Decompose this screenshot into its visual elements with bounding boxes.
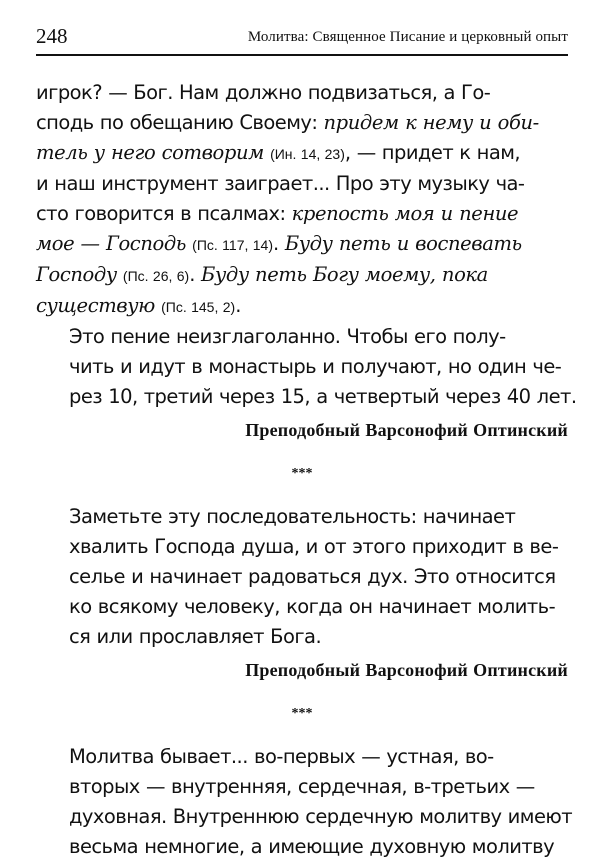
scripture-quote: Буду петь и воспевать: [284, 232, 522, 255]
text-line: Это пение неизглаголанно. Чтобы его полу-: [69, 325, 506, 348]
text-segment: сто говорится в псалмах:: [36, 202, 292, 225]
scripture-reference: (Пс. 117, 14): [192, 237, 273, 253]
text-line: ко всякому человеку, когда он начинает молить-: [69, 595, 556, 618]
scripture-quote: Господу: [36, 263, 117, 286]
text-line: Заметьте эту последовательность: начинает: [69, 505, 516, 528]
section-separator: ***: [291, 466, 313, 481]
text-line: Молитва бывает... во-первых — устная, во-: [69, 745, 494, 768]
scripture-reference: (Ин. 14, 23): [270, 146, 345, 162]
text-line: [36, 108, 568, 138]
text-line: селье и начинает радоваться дух. Это относится: [69, 565, 556, 588]
text-line: [36, 199, 568, 229]
text-line: весьма немногие, а имеющие духовную молитву: [69, 835, 555, 858]
passage-2-paragraph: [36, 502, 568, 652]
text-line: духовная. Внутреннюю сердечную молитву имеют: [69, 805, 573, 828]
scripture-reference: (Пс. 145, 2): [161, 299, 236, 315]
text-line: ся или прославляет Бога.: [69, 625, 322, 648]
text-line: вторых — внутренняя, сердечная, в-третьих —: [69, 775, 535, 798]
scripture-quote: существую: [36, 294, 155, 317]
passage-1-author: Преподобный Варсонофий Оптинский: [245, 420, 568, 440]
passage-1-paragraph-2: [36, 322, 577, 412]
running-header-title: Молитва: Священное Писание и церковный опыт: [247, 29, 568, 45]
scripture-quote: тель у него сотворим: [36, 141, 264, 164]
text-line: чить и идут в монастырь и получают, но один че-: [69, 355, 562, 378]
page-number: 248: [36, 24, 68, 48]
scripture-reference: (Пс. 26, 6): [122, 268, 190, 284]
page-body: [36, 78, 577, 862]
text-line: Господу (Пс. 26, 6). Буду петь Богу моему, пока: [36, 263, 488, 286]
text-line: [36, 138, 568, 169]
text-line: игрок? — Бог. Нам должно подвизаться, а Го-: [36, 81, 491, 104]
scripture-quote: крепость моя и пение: [291, 202, 519, 225]
passage-2-author: Преподобный Варсонофий Оптинский: [245, 660, 568, 680]
scripture-quote: мое — Господь: [36, 232, 186, 255]
scripture-quote: придем к нему и оби-: [323, 111, 539, 134]
text-line: существую (Пс. 145, 2).: [36, 294, 241, 317]
text-line: и наш инструмент заиграет... Про эту музыку ча-: [36, 172, 525, 195]
text-segment: , — придет к нам,: [344, 141, 521, 164]
text-line: хвалить Господа душа, и от этого приходит в ве-: [69, 535, 559, 558]
passage-1-paragraph-1: [36, 78, 568, 322]
section-separator: ***: [291, 706, 313, 721]
running-header: [36, 18, 568, 56]
text-line: рез 10, третий через 15, а четвертый через 40 лет.: [69, 385, 577, 408]
book-page: [36, 18, 577, 858]
text-segment: сподь по обещанию Своему:: [36, 111, 324, 134]
scripture-quote: Буду петь Богу моему, пока: [201, 263, 488, 286]
text-line: мое — Господь (Пс. 117, 14). Буду петь и воспевать: [36, 232, 522, 255]
passage-3-paragraph: [36, 742, 573, 862]
